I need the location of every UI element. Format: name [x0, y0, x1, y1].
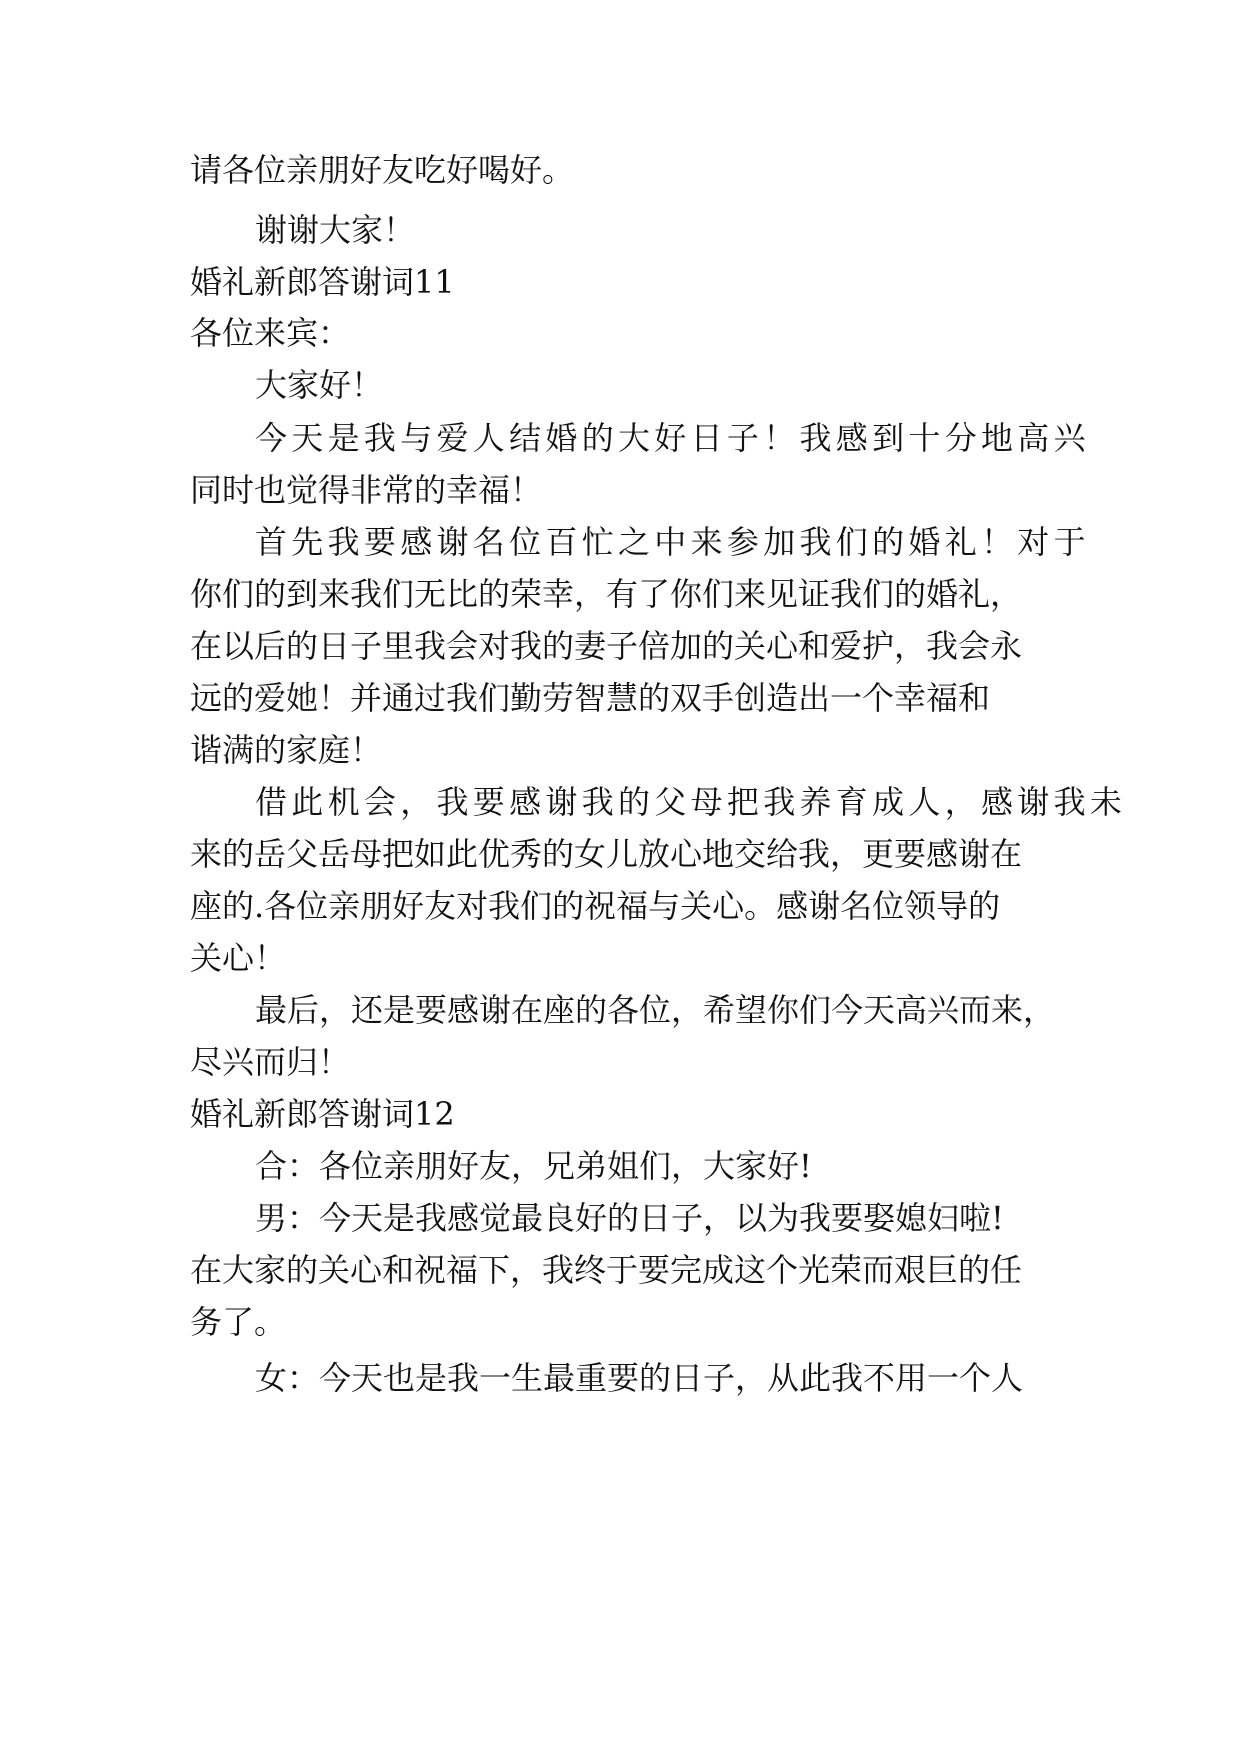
text-line: 远的爱她！并通过我们勤劳智慧的双手创造出一个幸福和 — [190, 679, 991, 717]
text-line: 你们的到来我们无比的荣幸，有了你们来见证我们的婚礼， — [190, 575, 1023, 613]
text-line: 尽兴而归！ — [190, 1043, 351, 1081]
text-line: 务了。 — [190, 1303, 287, 1341]
text-line: 最后，还是要感谢在座的各位，希望你们今天高兴而来， — [255, 991, 1056, 1029]
text-line: 今天是我与爱人结婚的大好日子！我感到十分地高兴 — [255, 419, 1090, 457]
text-line: 首先我要感谢名位百忙之中来参加我们的婚礼！对于 — [255, 523, 1090, 561]
text-line: 请各位亲朋好友吃好喝好。 — [190, 151, 575, 189]
text-line: 大家好！ — [255, 366, 384, 404]
salutation: 各位来宾： — [190, 314, 351, 352]
section-heading: 婚礼新郎答谢词11 — [190, 263, 455, 301]
text-line: 合：各位亲朋好友，兄弟姐们，大家好! — [255, 1147, 812, 1185]
text-line: 借此机会，我要感谢我的父母把我养育成人，感谢我未 — [255, 783, 1127, 821]
section-heading: 婚礼新郎答谢词12 — [190, 1095, 455, 1133]
text-line: 在以后的日子里我会对我的妻子倍加的关心和爱护，我会永 — [190, 627, 1023, 665]
text-line: 女：今天也是我一生最重要的日子，从此我不用一个人 — [255, 1359, 1024, 1397]
text-line: 座的.各位亲朋好友对我们的祝福与关心。感谢名位领导的 — [190, 887, 1001, 925]
text-line: 谢谢大家！ — [255, 211, 416, 249]
text-line: 同时也觉得非常的幸福！ — [190, 471, 543, 509]
text-line: 在大家的关心和祝福下，我终于要完成这个光荣而艰巨的任 — [190, 1251, 1023, 1289]
text-line: 谐满的家庭！ — [190, 731, 383, 769]
text-line: 关心！ — [190, 939, 287, 977]
text-line: 来的岳父岳母把如此优秀的女儿放心地交给我，更要感谢在 — [190, 835, 1023, 873]
text-line: 男：今天是我感觉最良好的日子，以为我要娶媳妇啦! — [255, 1199, 1004, 1237]
